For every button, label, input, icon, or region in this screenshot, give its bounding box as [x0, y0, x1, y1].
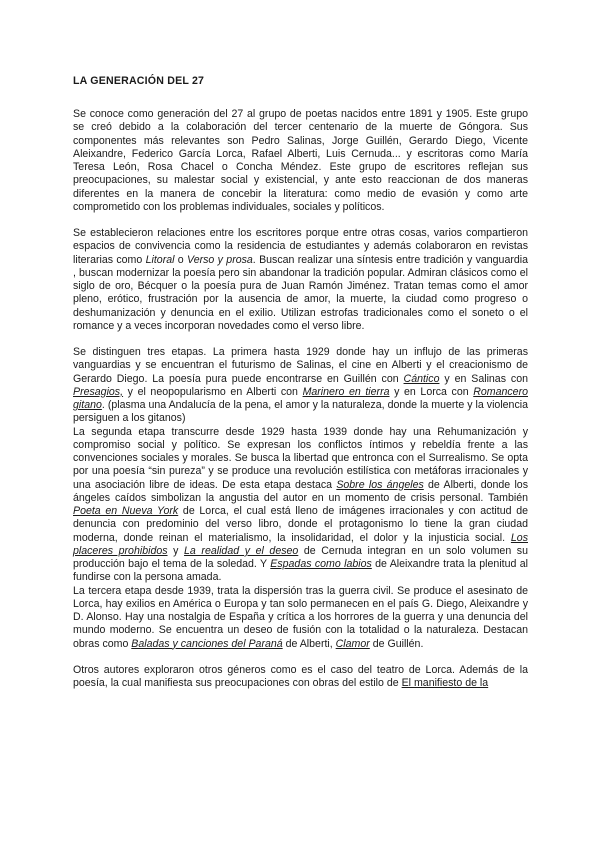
text-run: La segunda etapa transcurre desde 1929 hasta 1939 donde hay una Rehumanización y compromiso social y político. Se expresan los conflictos íntimos y rebeldía frente a las convenciones sociales y morales. Se busca la libertad que entronca con el Surrealismo. Se opta por una poesía “sin pureza” y se produce una revolución estilística con metáforas irracionales y una asociación libre de ideas. De esta etapa destaca	[73, 425, 528, 491]
work-title-clamor: Clamor	[335, 637, 370, 650]
paragraph-first-stage	[73, 346, 528, 426]
paragraph-third-stage	[73, 585, 528, 651]
text-run: . (plasma una Andalucía de la pena, el amor y la naturaleza, donde la muerte y la violencia persiguen a los gitanos)	[73, 399, 528, 425]
work-title-sobre-los-angeles: Sobre los ángeles	[336, 478, 424, 491]
text-run: . Buscan realizar una síntesis entre tradición y vanguardia , buscan modernizar la poesía pero sin abandonar la tradición popular. Admiran clásicos como el siglo de oro, Bécquer o la poesía pura de Juan Ramón Jiménez. Tratan temas como el amor pleno, erótico, frustración por la ausencia de amor, la muerte, la ciudad como progreso o deshumanización y denuncia en el exilio. Utilizan estrofas tradicionales como el soneto o el romance y a veces incorporan novedades como el verso libre.	[73, 253, 528, 332]
paragraph-intro	[73, 108, 528, 214]
work-title-cantico: Cántico	[403, 372, 440, 385]
text-run: de Guillén.	[369, 637, 424, 650]
text-run: Se distinguen tres etapas. La primera hasta 1929 donde hay un influjo de las primeras vanguardias y se encuentran el futurismo de Salinas, el cine en Alberti y el creacionismo de Gerardo Diego. La poesía pura puede encontrarse en Guillén con	[73, 346, 528, 385]
text-run: La tercera etapa desde 1939, trata la dispersión tras la guerra civil. Se produce el asesinato de Lorca, hay exilios en América o Europa y tan solo permanecen en el país G. Diego, Aleixandre y D. Alonso. Hay una nostalgia de España y crítica a los horrores de la guerra y una denuncia del mundo moderno. Se encuentra un deseo de fusión con la totalidad o la naturaleza. Destacan obras como	[73, 584, 528, 650]
work-title-espadas-como-labios: Espadas como labios	[270, 558, 372, 570]
paragraph-second-stage	[73, 426, 528, 585]
paragraph-other-genres	[73, 664, 528, 691]
work-title-marinero-en-tierra: Marinero en tierra	[302, 385, 390, 398]
document-title: LA GENERACIÓN DEL 27	[73, 75, 205, 87]
text-run: Otros autores exploraron otros géneros como es el caso del teatro de Lorca. Además de la poesía, la cual manifiesta sus preocupaciones con obras del estilo de	[73, 663, 528, 689]
text-run: Se establecieron relaciones entre los escritores porque entre otras cosas, varios compartieron espacios de convivencia como la residencia de estudiantes y además colaboraron en revistas literarias como	[73, 227, 528, 266]
paragraph-relations	[73, 227, 528, 333]
paragraph-intro-text: Se conoce como generación del 27 al grupo de poetas nacidos entre 1891 y 1905. Este grupo se creó debido a la colaboración del tercer centenario de la muerte de Góngora. Sus componentes más relevantes son Pedro Salinas, Jorge Guillén, Gerardo Diego, Vicente Aleixandre, Federico García Lorca, Rafael Alberti, Luis Cernuda... y escritoras como María Teresa León, Rosa Chacel o Concha Méndez. Este grupo de escritores reflejan sus preocupaciones, su malestar social y existencial, y ante esto reaccionan de dos maneras diferentes en la manera de concebir la literatura: como medio de evasión y como arte comprometido con los problemas individuales, sociales y políticos.	[73, 108, 528, 213]
work-title-el-manifiesto: El manifiesto de la	[401, 677, 489, 689]
text-run: de Alberti,	[282, 637, 336, 650]
text-run: y el neopopularismo en Alberti con	[123, 385, 303, 398]
work-title-verso-y-prosa: Verso y prosa	[187, 253, 253, 266]
text-run: de Lorca, el cual está lleno de imágenes irracionales y con actitud de denuncia con predominio del verso libro, donde el protagonismo lo tiene la gran ciudad moderna, donde reinan el materialismo, la insolidaridad, el dolor y la injusticia social.	[73, 505, 528, 544]
text-run: y	[167, 544, 185, 557]
text-run: de Aleixandre trata la plenitud al fundirse con la persona amada.	[73, 558, 529, 584]
text-run: de Cernuda integran en un solo volumen su producción bajo el tema de la soledad. Y	[73, 544, 528, 570]
work-title-la-realidad-y-el-deseo: La realidad y el deseo	[184, 544, 299, 557]
work-title-baladas-y-canciones: Baladas y canciones del Paraná	[131, 637, 283, 650]
text-run: y en Lorca con	[389, 385, 474, 398]
work-title-los-placeres-prohibidos: Los placeres prohibidos	[73, 531, 528, 557]
document-body	[73, 74, 528, 690]
work-title-poeta-en-nueva-york: Poeta en Nueva York	[73, 505, 179, 517]
text-run: de Alberti, donde los ángeles caídos simbolizan la angustia del autor en un momento de crisis personal. También	[73, 478, 528, 504]
text-run: o	[174, 253, 188, 266]
work-title-litoral: Litoral	[145, 253, 175, 266]
work-title-presagios: Presagios,	[73, 385, 124, 398]
work-title-romancero-gitano: Romancero gitano	[73, 385, 528, 411]
text-run: y en Salinas con	[439, 372, 528, 385]
